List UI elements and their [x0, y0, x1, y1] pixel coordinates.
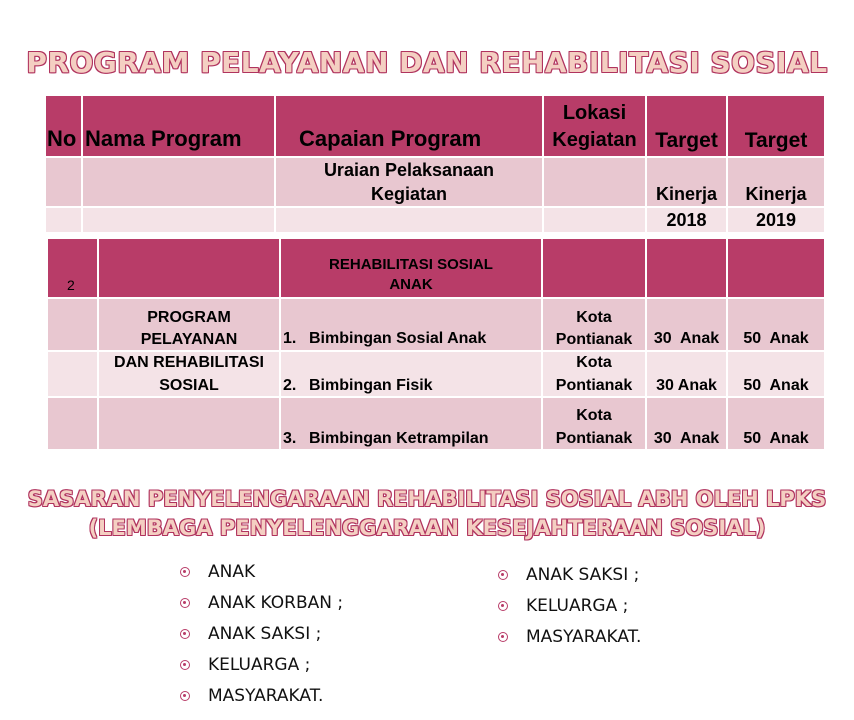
header-lokasi-2: Kegiatan: [552, 129, 637, 151]
cell-r3-no: [46, 208, 81, 232]
bullet-icon: [180, 660, 190, 670]
uraian-line-1: Uraian Pelaksanaan: [323, 160, 495, 180]
cell-section-target-b: [728, 239, 824, 297]
list-item: [498, 591, 641, 622]
list-item-label: ANAK SAKSI ;: [208, 624, 322, 644]
list-item: [180, 557, 343, 588]
header-nama-program: Nama Program: [85, 126, 242, 151]
target-2019-value: 50 Anak: [743, 377, 809, 394]
header-no: No: [47, 126, 77, 151]
kegiatan-num: 2.: [283, 377, 297, 394]
bullet-icon: [498, 570, 508, 580]
kegiatan-num: 1.: [283, 330, 297, 347]
kegiatan-name: Bimbingan Fisik: [309, 377, 433, 394]
section-title-line-1: REHABILITASI SOSIAL: [329, 256, 493, 273]
target-list-right: [498, 560, 641, 653]
section-number: 2: [67, 277, 75, 293]
kinerja-2019-label: Kinerja: [745, 184, 807, 204]
list-item: [180, 650, 343, 681]
section-subtitle: SASARAN PENYELENGARAAN REHABILITASI SOSIAL ABH OLEH LPKS: [27, 487, 827, 511]
cell-section-target-a: [647, 239, 726, 297]
bullet-icon: [180, 598, 190, 608]
cell-r3b-program: [99, 398, 279, 449]
cell-r2-lokasi: [544, 158, 645, 206]
cell-section-lokasi: [543, 239, 645, 297]
header-lokasi-1: Lokasi: [562, 102, 627, 124]
cell-r2-nama: [83, 158, 274, 206]
uraian-line-2: Kegiatan: [370, 184, 448, 204]
cell-r3-capaian: [276, 208, 542, 232]
cell-r2-no: [46, 158, 81, 206]
list-item: [498, 622, 641, 653]
bullet-icon: [498, 601, 508, 611]
target-list-left: [180, 557, 343, 712]
header-capaian-program: Capaian Program: [299, 126, 482, 151]
target-2019-value: 50 Anak: [743, 430, 809, 447]
bullet-icon: [180, 567, 190, 577]
kegiatan-name: Bimbingan Ketrampilan: [309, 430, 489, 447]
list-item: [180, 681, 343, 712]
lokasi-line-1: Kota: [576, 407, 612, 424]
list-item-label: ANAK KORBAN ;: [208, 593, 344, 613]
year-2019: 2019: [755, 210, 797, 230]
target-2018-value: 30 Anak: [653, 430, 720, 447]
target-2018-value: 30 Anak: [656, 377, 717, 394]
page-title: PROGRAM PELAYANAN DAN REHABILITASI SOSIAL: [26, 46, 828, 79]
list-item-label: KELUARGA ;: [526, 596, 629, 616]
list-item-label: KELUARGA ;: [208, 655, 311, 675]
cell-section-program: [99, 239, 279, 297]
lokasi-line-1: Kota: [576, 309, 612, 326]
bullet-icon: [180, 691, 190, 701]
bullet-icon: [498, 632, 508, 642]
section-title-line-2: ANAK: [389, 276, 433, 293]
list-item-label: ANAK: [208, 562, 256, 582]
cell-r3-nama: [83, 208, 274, 232]
lokasi-line-2: Pontianak: [555, 377, 633, 394]
target-2018-value: 30 Anak: [653, 330, 720, 347]
header-target-2019: Target: [744, 129, 808, 152]
cell-r3b-no: [48, 398, 97, 449]
list-item: [498, 560, 641, 591]
cell-r2b-no: [48, 352, 97, 396]
target-2019-value: 50 Anak: [743, 330, 809, 347]
program-name-line-4: SOSIAL: [159, 377, 219, 394]
program-name-line-1: PROGRAM: [147, 309, 231, 326]
section-subtitle-parenthetical: (LEMBAGA PENYELENGGARAAN KESEJAHTERAAN SOSIAL): [88, 516, 766, 540]
list-item-label: ANAK SAKSI ;: [526, 565, 640, 585]
kinerja-2018-label: Kinerja: [655, 184, 718, 204]
list-item-label: MASYARAKAT.: [526, 627, 642, 647]
list-item: [180, 588, 343, 619]
header-target-2018: Target: [655, 129, 718, 152]
list-item-label: MASYARAKAT.: [208, 686, 324, 706]
kegiatan-num: 3.: [283, 430, 297, 447]
lokasi-line-1: Kota: [576, 354, 612, 371]
list-item: [180, 619, 343, 650]
program-name-line-3: DAN REHABILITASI: [114, 354, 264, 371]
cell-r3-lokasi: [544, 208, 645, 232]
bullet-icon: [180, 629, 190, 639]
lokasi-line-2: Pontianak: [555, 430, 633, 447]
cell-r1-no: [48, 299, 97, 350]
program-name-line-2: PELAYANAN: [140, 331, 238, 348]
kegiatan-name: Bimbingan Sosial Anak: [309, 330, 487, 347]
year-2018: 2018: [666, 210, 707, 230]
lokasi-line-2: Pontianak: [555, 331, 633, 348]
